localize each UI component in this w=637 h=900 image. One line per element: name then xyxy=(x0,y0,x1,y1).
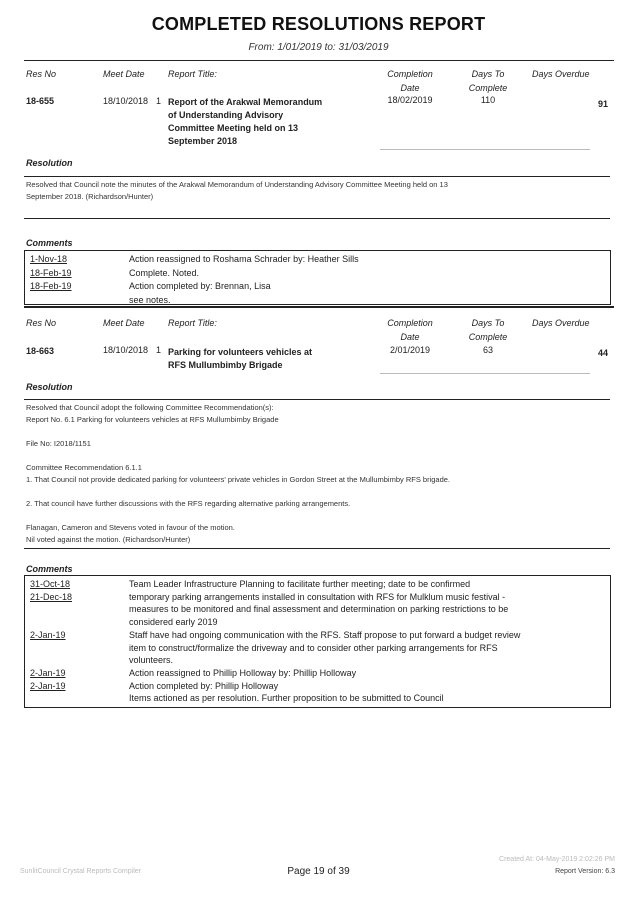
col-days-to-l1: Days To xyxy=(471,69,505,79)
col-report-title: Report Title: xyxy=(168,69,217,79)
footer-software: SunlitCouncil Crystal Reports Compiler xyxy=(20,868,141,875)
resolution-end-divider xyxy=(24,218,610,219)
col-res-no: Res No xyxy=(26,318,57,328)
comment-date-link[interactable]: 1-Nov-18 xyxy=(30,254,68,264)
comment-date-link[interactable]: 2-Jan-19 xyxy=(30,629,66,640)
comment-text: temporary parking arrangements installed in consultation with RFS for Mulklum music festival - xyxy=(129,591,506,602)
resolution-line: Nil voted against the motion. (Richardson/Hunter) xyxy=(26,535,191,544)
title-line: September 2018 xyxy=(168,136,238,146)
report-date-range: From: 1/01/2019 to: 31/03/2019 xyxy=(248,42,389,53)
resolution-line xyxy=(26,450,450,462)
comment-date-link[interactable]: 2-Jan-19 xyxy=(30,680,66,691)
completion-date: 2/01/2019 xyxy=(389,345,431,355)
resolution-text xyxy=(26,402,450,546)
col-days-to-l2: Complete xyxy=(468,83,508,93)
col-days-to xyxy=(458,318,518,342)
col-days-to xyxy=(458,69,518,93)
col-completion xyxy=(378,318,442,342)
record-divider xyxy=(24,306,614,308)
footer-created: Created At: 04-May-2019 2:02:26 PM xyxy=(499,856,615,863)
res-no: 18-655 xyxy=(26,96,55,106)
comment-text: Action completed by: Phillip Holloway xyxy=(129,680,279,691)
resolution-end-divider xyxy=(24,548,610,549)
resolution-line xyxy=(26,426,450,438)
item-no: 1 xyxy=(156,345,162,355)
col-days-overdue: Days Overdue xyxy=(532,318,590,328)
resolution-divider xyxy=(24,176,610,177)
resolution-line: 1. That Council not provide dedicated parking for volunteers' private vehicles in Gordon Street at the Mullumbimby RFS brigade. xyxy=(26,475,451,484)
comments-label: Comments xyxy=(26,564,73,574)
col-res-no: Res No xyxy=(26,69,57,79)
comment-dates xyxy=(30,578,72,692)
res-no: 18-663 xyxy=(26,346,55,356)
comment-text: Complete. Noted. xyxy=(129,267,200,278)
days-to-complete: 110 xyxy=(480,95,496,105)
comment-text: measures to be monitored and final assessment and determination on parking restrictions to be xyxy=(129,604,509,615)
resolution-line xyxy=(26,510,450,522)
comment-date-link[interactable]: 31-Oct-18 xyxy=(30,579,71,589)
resolution-text xyxy=(26,179,448,203)
resolution-line: Committee Recommendation 6.1.1 xyxy=(26,463,142,472)
top-divider xyxy=(24,60,614,61)
comment-text: see notes. xyxy=(129,294,171,305)
col-completion-l2: Date xyxy=(400,332,420,342)
comment-date-link[interactable]: 18-Feb-19 xyxy=(30,267,72,278)
col-meet-date: Meet Date xyxy=(103,318,145,328)
resolution-line: Report No. 6.1 Parking for volunteers vehicles at RFS Mullumbimby Brigade xyxy=(26,415,279,424)
resolution-divider xyxy=(24,399,610,400)
resolution-line: 2. That council have further discussions with the RFS regarding alternative parking arrangements. xyxy=(26,499,351,508)
title-line: RFS Mullumbimby Brigade xyxy=(168,360,283,370)
days-overdue: 91 xyxy=(598,99,609,109)
col-days-overdue: Days Overdue xyxy=(532,69,590,79)
comment-texts xyxy=(129,578,520,705)
meet-date: 18/10/2018 xyxy=(103,345,149,355)
resolution-line: September 2018. (Richardson/Hunter) xyxy=(26,192,154,201)
comment-date-link[interactable]: 21-Dec-18 xyxy=(30,591,73,602)
comment-text: Items actioned as per resolution. Further proposition to be submitted to Council xyxy=(129,693,444,704)
meet-date: 18/10/2018 xyxy=(103,96,149,106)
comments-label: Comments xyxy=(26,238,73,248)
title-line: Parking for volunteers vehicles at xyxy=(168,347,313,357)
comment-text: considered early 2019 xyxy=(129,617,218,628)
footer-version: Report Version: 6.3 xyxy=(555,868,615,875)
comment-text: volunteers. xyxy=(129,655,174,666)
title-line: Committee Meeting held on 13 xyxy=(168,123,299,133)
comment-text: Action reassigned to Phillip Holloway by: Phillip Holloway xyxy=(129,667,357,678)
title-line: Report of the Arakwal Memorandum xyxy=(168,97,323,107)
col-completion-l1: Completion xyxy=(387,318,433,328)
comment-dates xyxy=(30,253,72,294)
report-title-text xyxy=(168,96,322,148)
comment-date-link[interactable]: 2-Jan-19 xyxy=(30,667,66,678)
comment-text: item to construct/formalize the driveway and to consider other parking arrangements for RFS xyxy=(129,642,498,653)
days-to-complete: 63 xyxy=(482,345,493,355)
comment-text: Team Leader Infrastructure Planning to facilitate further meeting; date to be confirmed xyxy=(129,579,471,589)
col-meet-date: Meet Date xyxy=(103,69,145,79)
comment-text: Action completed by: Brennan, Lisa xyxy=(129,281,271,291)
resolution-line: Resolved that Council note the minutes of the Arakwal Memorandum of Understanding Advisory Committee Meeting held on 13 xyxy=(26,180,448,189)
resolution-label: Resolution xyxy=(26,158,73,168)
report-title-text xyxy=(168,346,312,372)
col-completion-l2: Date xyxy=(400,83,420,93)
col-days-to-l1: Days To xyxy=(471,318,505,328)
resolution-line: File No: I2018/1151 xyxy=(26,439,91,448)
report-title: COMPLETED RESOLUTIONS REPORT xyxy=(151,14,486,34)
completion-date: 18/02/2019 xyxy=(387,95,433,105)
item-no: 1 xyxy=(156,96,162,106)
col-completion xyxy=(378,69,442,93)
divider xyxy=(380,149,590,150)
days-overdue: 44 xyxy=(598,348,609,358)
col-completion-l1: Completion xyxy=(387,69,433,79)
title-line: of Understanding Advisory xyxy=(168,110,284,120)
resolution-line: Flanagan, Cameron and Stevens voted in favour of the motion. xyxy=(26,523,235,532)
col-report-title: Report Title: xyxy=(168,318,217,328)
resolution-line xyxy=(26,486,450,498)
page-number: Page 19 of 39 xyxy=(287,866,350,877)
comment-texts xyxy=(129,253,359,307)
col-days-to-l2: Complete xyxy=(468,332,508,342)
divider xyxy=(380,373,590,374)
comment-date-link[interactable]: 18-Feb-19 xyxy=(30,281,72,291)
resolution-line: Resolved that Council adopt the following Committee Recommendation(s): xyxy=(26,403,274,412)
comment-text: Action reassigned to Roshama Schrader by: Heather Sills xyxy=(129,254,359,264)
comment-text: Staff have had ongoing communication with the RFS. Staff propose to put forward a budget review xyxy=(129,629,521,640)
resolution-label: Resolution xyxy=(26,382,73,392)
